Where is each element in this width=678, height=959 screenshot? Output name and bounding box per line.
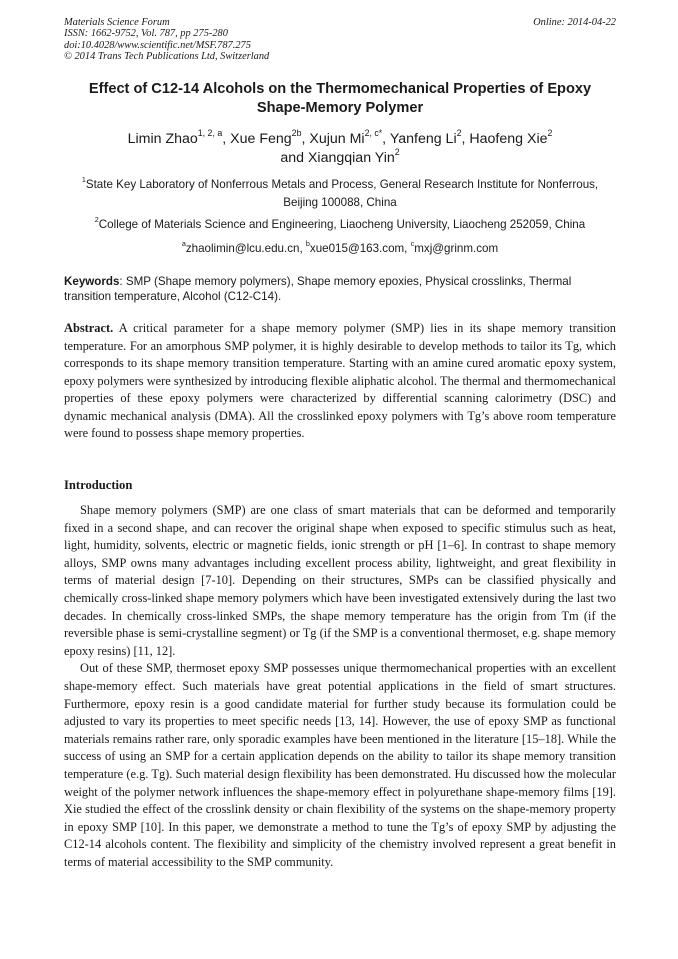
- author-sup: 2: [394, 147, 400, 158]
- email-link[interactable]: zhaolimin@lcu.edu.cn,: [185, 242, 303, 255]
- abstract-text: A critical parameter for a shape memory polymer (SMP) lies in its shape memory transition temperature. For an amorphous SMP polymer, it is highly desirable to develop methods to tailor its Tg, which corresponds to its shape memory transition temperature. Starting with an amine cured aromatic epoxy system, epoxy polymers were synthesized by introducing flexible aliphatic alcohol. The thermal and thermomechanical properties of these epoxy polymers were characterized by differential scanning calorimetry (DSC) and dynamic mechanical analysis (DMA). All the crosslinked epoxy polymers with Tg’s above room temperature were found to possess shape memory properties.: [64, 321, 616, 440]
- author-sup: 1, 2, a: [197, 128, 223, 139]
- author-sup: 2, c*: [364, 128, 383, 139]
- affiliation-sup: 2: [94, 215, 99, 225]
- affiliation-sup: 1: [81, 175, 86, 185]
- email-sup: b: [305, 239, 310, 249]
- affiliation-text: State Key Laboratory of Nonferrous Metals and Process, General Research Institute for Nonferrous, Beijing 100088, China: [85, 178, 599, 209]
- author-name: Haofeng Xie: [469, 131, 548, 147]
- introduction-body: [64, 502, 616, 871]
- abstract-block: [64, 320, 616, 443]
- copyright-line: © 2014 Trans Tech Publications Ltd, Switzerland: [64, 51, 270, 63]
- doi-line: doi:10.4028/www.scientific.net/MSF.787.275: [64, 39, 251, 51]
- author-name: Xue Feng: [230, 131, 292, 147]
- section-heading-introduction: Introduction: [64, 478, 133, 492]
- publication-header: [64, 17, 616, 63]
- author-name: Xujun Mi: [309, 131, 365, 147]
- paper-title: Effect of C12-14 Alcohols on the Thermomechanical Properties of Epoxy Shape-Memory Polymer: [88, 81, 592, 116]
- author-list: Limin Zhao$^{1, 2, a}$, Xue Feng$^{2b}$, Xujun $Mi^{2, c*}$, Yanfeng Li$^2$, Haofeng Xie$^2$ and Xiangqian Yin$^2$: [127, 128, 553, 166]
- email-sup: c: [410, 239, 415, 249]
- online-date: Online: 2014-04-22: [533, 17, 616, 28]
- author-name: Limin Zhao: [127, 131, 198, 147]
- author-sup: 2b: [291, 128, 302, 139]
- affiliation-1: [64, 176, 616, 212]
- affiliation-2: [64, 216, 616, 234]
- abstract-label: Abstract.: [64, 321, 114, 335]
- paragraph: Shape memory polymers (SMP) are one class of smart materials that can be deformed and temporarily fixed in a second shape, and can recover the original shape when exposed to specific stimulus such as heat, light, humidity, solvents, electric or magnetic fields, ionic strength or pH [1–6]. In contrast to shape memory alloys, SMP owns many advantages including excellent process ability, lightweight, and great flexibility in terms of material design [7-10]. Depending on their structures, SMPs can be classified physically and chemically cross-linked shape memory polymers which have been investigated extensively during the last two decades. In chemically cross-linked SMPs, the shape memory temperature has the origin from Tm (if the reversible phase is semi-crystalline segment) or Tg (if the SMP is a conventional thermoset, e.g. shape memory epoxy resins) [11, 12].: [64, 503, 616, 658]
- affiliation-text: College of Materials Science and Engineering, Liaocheng University, Liaocheng 252059, China: [98, 218, 586, 231]
- keywords-block: [64, 275, 616, 304]
- issn-line: ISSN: 1662-9752, Vol. 787, pp 275-280: [64, 28, 228, 40]
- author-name: Yanfeng Li: [389, 131, 457, 147]
- keywords-text: : SMP (Shape memory polymers), Shape memory epoxies, Physical crosslinks, Thermal transition temperature, Alcohol (C12-C14).: [64, 275, 572, 303]
- author-sup: 2: [456, 128, 462, 139]
- paragraph: Out of these SMP, thermoset epoxy SMP possesses unique thermomechanical properties with an excellent shape-memory effect. Such materials have great potential applications in the field of smart structures. Furthermore, epoxy resin is a good candidate material for further study because its formulation could be adjusted to vary its properties to meet specific needs [13, 14]. However, the use of epoxy SMP as functional materials remains rather rare, only sporadic examples have been mentioned in the literature [15–18]. While the success of using an SMP for a certain application depends on the ability to tailor its shape memory transition temperature (e.g. Tg). Such material design flexibility has been demonstrated. Hu discussed how the molecular weight of the polymer network influences the shape-memory effect in polyurethane shape-memory films [19]. Xie studied the effect of the crosslink density or chain flexibility of the systems on the shape-memory property in epoxy SMP [10]. In this paper, we demonstrate a method to tune the Tg’s of epoxy SMP by adjusting the C12-14 alcohols content. The flexibility and simplicity of the chemistry involved represent a great benefit in terms of material accessibility to the SMP community.: [64, 661, 616, 869]
- author-name: Xiangqian Yin: [307, 150, 395, 166]
- author-sup: 2: [547, 128, 553, 139]
- email-list: [64, 240, 616, 258]
- keywords-label: Keywords: [64, 275, 120, 288]
- email-sup: a: [181, 239, 186, 249]
- journal-name: Materials Science Forum: [64, 17, 170, 28]
- email-link[interactable]: xue015@163.com,: [309, 242, 408, 255]
- email-link[interactable]: mxj@grinm.com: [414, 242, 499, 255]
